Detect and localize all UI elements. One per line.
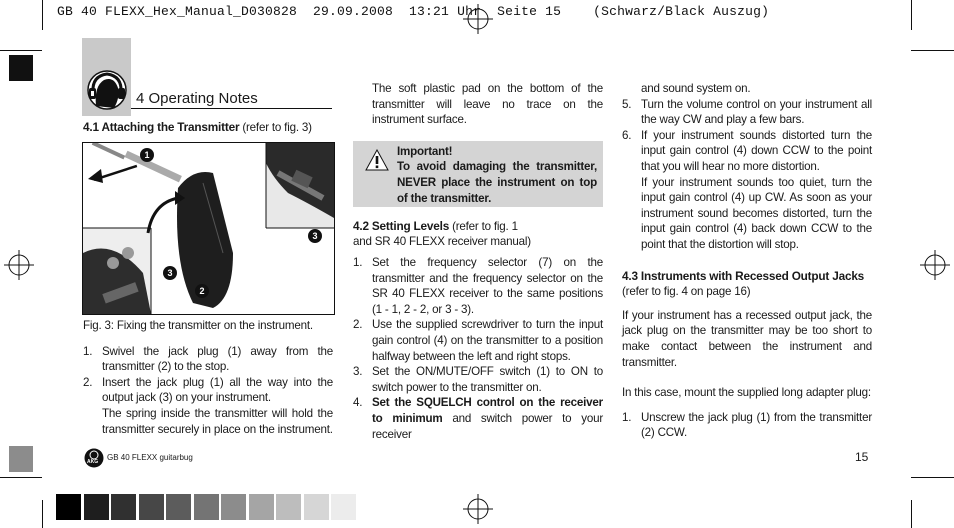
callout-1: 1 bbox=[140, 148, 154, 162]
figure-3 bbox=[82, 142, 335, 315]
steps-cont bbox=[622, 97, 872, 253]
paragraph: In this case, mount the supplied long adapter plug: bbox=[622, 386, 871, 400]
column-3 bbox=[622, 81, 872, 441]
intro-paragraph: The soft plastic pad on the bottom of the transmitter will leave no trace on the instrument surface. bbox=[372, 82, 603, 127]
registration-crosshair-icon bbox=[463, 494, 493, 524]
gray-swatch bbox=[111, 494, 136, 520]
paragraph: If your instrument has a recessed output jack, the jack plug on the transmitter may be too short to make contact between the instrument and transmitter. bbox=[622, 308, 872, 369]
gray-swatch bbox=[194, 494, 219, 520]
warning-icon bbox=[365, 149, 389, 171]
gray-swatch bbox=[166, 494, 191, 520]
crop-mark bbox=[0, 50, 42, 51]
important-title: Important! bbox=[397, 144, 453, 158]
step-extra: If your instrument sounds too quiet, turn the input gain control (4) up CW. As soon as your instrument sound becomes distorted, turn the input gain control (4) back down CCW to the point that the distortion will stop. bbox=[641, 175, 872, 251]
list-item: 6. If your instrument sounds distorted turn the input gain control (4) down CCW to the point that you will hear no more distortion. If your instrument sounds too quiet, turn the input gain control (4) up CW. As soon as your instrument sound becomes distorted, turn the input gain control (4) back down CCW to the point that the distortion will stop. bbox=[622, 128, 872, 251]
crop-mark bbox=[0, 477, 42, 478]
column-1 bbox=[83, 120, 333, 136]
headphones-person-icon bbox=[84, 68, 130, 112]
crop-mark bbox=[911, 0, 912, 30]
list-item: 1. Swivel the jack plug (1) away from the transmitter (2) to the stop. bbox=[83, 344, 333, 374]
list-item: 3. Set the ON/MUTE/OFF switch (1) to ON to switch power to the transmitter on. bbox=[353, 365, 603, 394]
callout-3: 3 bbox=[163, 266, 177, 280]
list-item: 1. Unscrew the jack plug (1) from the transmitter (2) CCW. bbox=[622, 410, 872, 440]
chapter-title: 4 Operating Notes bbox=[136, 90, 258, 107]
gray-swatch bbox=[221, 494, 246, 520]
list-item: 2. Insert the jack plug (1) all the way into the output jack (3) on your instrument. The spring inside the transmitter will hold the transmitter securely in place on the instrument. bbox=[83, 375, 333, 436]
gray-swatch bbox=[84, 494, 109, 520]
crop-mark bbox=[911, 500, 912, 528]
registration-crosshair-icon bbox=[4, 250, 34, 280]
section-ref-4-3: (refer to fig. 4 on page 16) bbox=[622, 285, 751, 299]
page-number: 15 bbox=[855, 450, 869, 464]
print-black-patch bbox=[9, 55, 33, 81]
gray-swatch bbox=[276, 494, 301, 520]
section-heading-4-3: 4.3 Instruments with Recessed Output Jacks bbox=[622, 268, 865, 283]
title-rule bbox=[131, 108, 332, 109]
gray-swatch bbox=[56, 494, 81, 520]
registration-crosshair-icon bbox=[463, 4, 493, 34]
crop-mark bbox=[42, 500, 43, 528]
list-item: 4. Set the SQUELCH control on the receiver to minimum and switch power to your receiver bbox=[353, 396, 603, 441]
akg-logo-icon bbox=[84, 448, 104, 468]
gray-swatch bbox=[304, 494, 329, 520]
figure-caption: Fig. 3: Fixing the transmitter on the instrument. bbox=[83, 319, 313, 332]
steps-4-2 bbox=[353, 255, 603, 442]
crop-mark bbox=[911, 477, 954, 478]
registration-crosshair-icon bbox=[920, 250, 950, 280]
callout-2: 2 bbox=[195, 284, 209, 298]
gray-swatch bbox=[139, 494, 164, 520]
step-extra: The spring inside the transmitter will hold the transmitter securely in place on the instrument. bbox=[102, 406, 333, 436]
important-box bbox=[353, 141, 603, 207]
crop-mark bbox=[911, 50, 954, 51]
callout-3: 3 bbox=[308, 229, 322, 243]
section-heading-4-1: 4.1 Attaching the Transmitter (refer to fig. 3) bbox=[83, 120, 312, 134]
list-item: 1. Set the frequency selector (7) on the transmitter and the frequency selector on the SR 40 FLEXX receiver to the same positions (1 - 1, 2 - 2, or 3 - 3). bbox=[353, 255, 603, 316]
print-header-line: GB 40 FLEXX_Hex_Manual_D030828 29.09.2008 13:21 Uhr Seite 15 (Schwarz/Black Auszug) bbox=[57, 4, 770, 19]
list-item: 5. Turn the volume control on your instrument all the way CW and play a few bars. bbox=[622, 97, 872, 127]
continued-text: and sound system on. bbox=[641, 82, 751, 95]
important-text: To avoid damaging the transmitter, NEVER place the instrument on top of the transmitter. bbox=[397, 160, 597, 205]
crop-mark bbox=[42, 0, 43, 30]
column-1-text bbox=[83, 318, 333, 437]
steps-4-3 bbox=[622, 410, 872, 441]
print-gray-patch bbox=[9, 446, 33, 472]
footer-product: GB 40 FLEXX guitarbug bbox=[107, 453, 193, 462]
list-item: 2. Use the supplied screwdriver to turn the input gain control (4) on the transmitter to a position halfway between the left and right stops. bbox=[353, 318, 603, 363]
column-2 bbox=[353, 81, 603, 442]
gray-swatch bbox=[331, 494, 356, 520]
gray-swatch bbox=[249, 494, 274, 520]
akg-logo-text: AKG bbox=[87, 459, 99, 465]
steps-4-1 bbox=[83, 344, 333, 438]
section-heading-4-2: 4.2 Setting Levels (refer to fig. 1 and SR 40 FLEXX receiver manual) bbox=[353, 218, 531, 249]
